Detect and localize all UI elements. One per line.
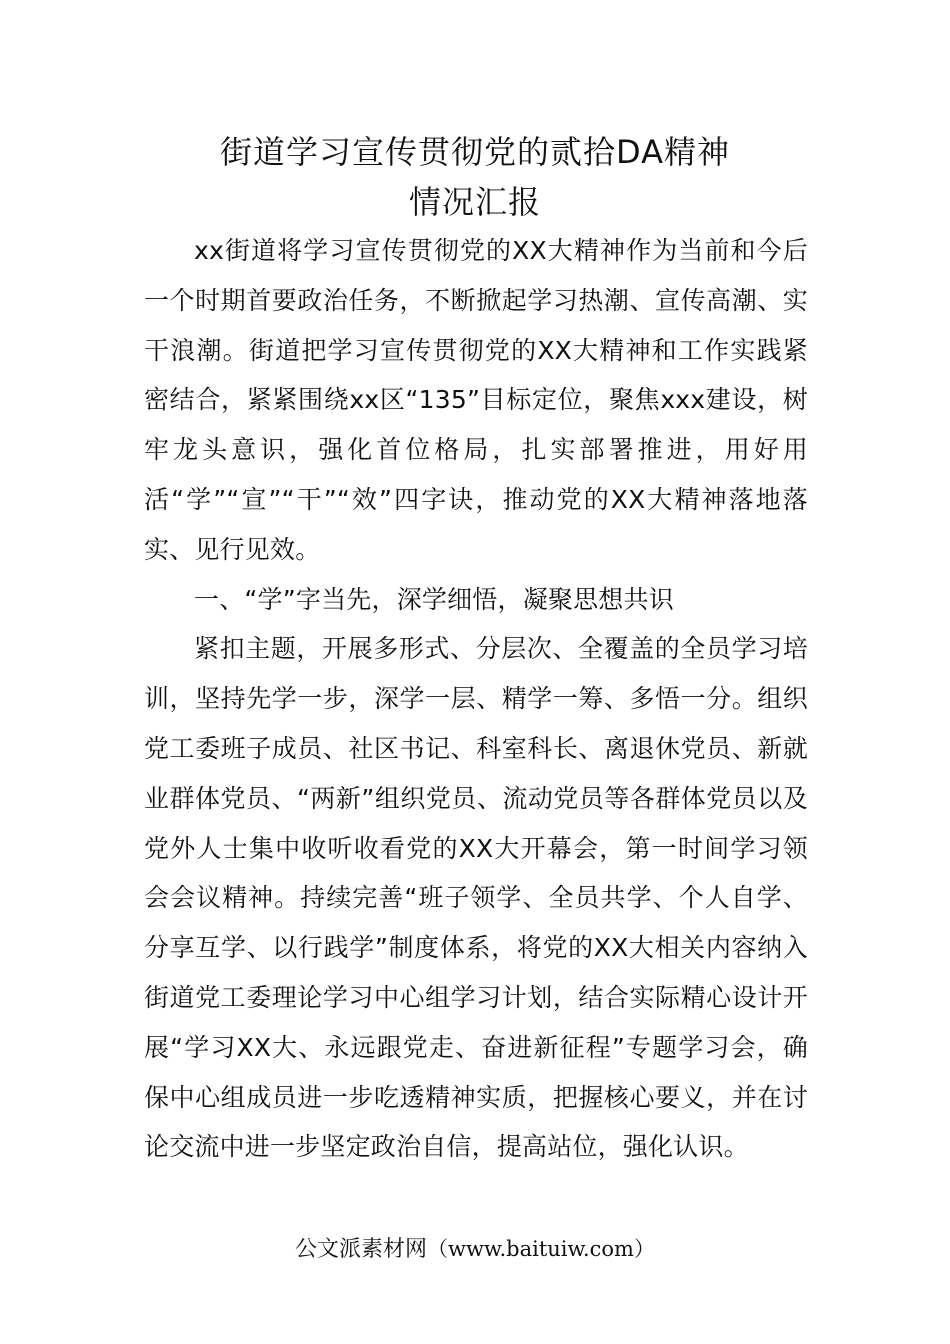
section-heading-1: 一、“学”字当先，深学细悟，凝聚思想共识 — [194, 584, 674, 614]
footer-url: （www.baituiw.com） — [427, 1237, 655, 1261]
paragraph-intro: xx街道将学习宣传贯彻党的XX大精神作为当前和今后一个时期首要政治任务，不断掀起学习热潮、宣传高潮、实干浪潮。街道把学习宣传贯彻党的XX大精神和工作实践紧密结合，紧紧围绕xx区“135”目标定位，聚焦xxx建设，树牢龙头意识，强化首位格局，扎实部署推进，用好用活“学”“宣”“干”“效”四字诀，推动党的XX大精神落地落实、见行见效。 — [144, 236, 808, 564]
document-body — [144, 226, 808, 1172]
footer-watermark — [0, 1232, 950, 1267]
paragraph-section-1: 紧扣主题，开展多形式、分层次、全覆盖的全员学习培训，坚持先学一步，深学一层、精学一筹、多悟一分。组织党工委班子成员、社区书记、科室科长、离退休党员、新就业群体党员、“两新”组织党员、流动党员等各群体党员以及党外人士集中收听收看党的XX大开幕会，第一时间学习领会会议精神。持续完善“班子领学、全员共学、个人自学、分享互学、以行践学”制度体系，将党的XX大相关内容纳入街道党工委理论学习中心组学习计划，结合实际精心设计开展“学习XX大、永远跟党走、奋进新征程”专题学习会，确保中心组成员进一步吃透精神实质，把握核心要义，并在讨论交流中进一步坚定政治自信，提高站位，强化认识。 — [144, 634, 808, 1162]
document-title-line-2: 情况汇报 — [408, 183, 541, 221]
footer-site-name: 公文派素材网 — [295, 1237, 428, 1262]
document-title-line-1: 街道学习宣传贯彻党的贰拾DA精神 — [220, 133, 730, 171]
